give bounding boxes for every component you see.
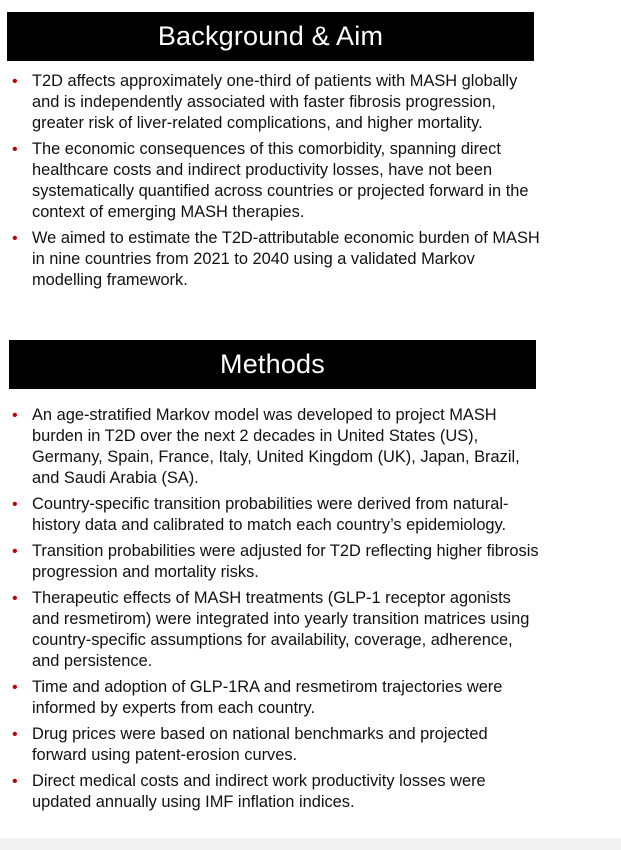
- bullet-text: An age-stratified Markov model was developed to project MASH burden in T2D over the next 2 decades in United States (US), Germany, Spain, France, Italy, United Kingdom (UK), Japan, Brazil, and Saudi Arabia (SA).: [32, 406, 520, 487]
- list-item: [10, 724, 540, 766]
- list-item: [10, 405, 540, 489]
- bullet-text: We aimed to estimate the T2D-attributable economic burden of MASH in nine countries from 2021 to 2040 using a validated Markov modelling framework.: [32, 229, 540, 289]
- bullet-icon: •: [12, 407, 18, 424]
- list-item: [10, 677, 540, 719]
- bullet-icon: •: [12, 773, 18, 790]
- list-item: [10, 71, 540, 134]
- footer-strip: [0, 838, 621, 850]
- bullet-icon: •: [12, 590, 18, 607]
- methods-bullet-list: [10, 405, 540, 818]
- list-item: [10, 541, 540, 583]
- bullet-icon: •: [12, 73, 18, 90]
- section-title-methods: Methods: [9, 340, 536, 389]
- bullet-text: Transition probabilities were adjusted for T2D reflecting higher fibrosis progression and mortality risks.: [32, 542, 539, 581]
- section-title-background-aim: Background & Aim: [7, 12, 534, 61]
- bullet-icon: •: [12, 230, 18, 247]
- bullet-text: Drug prices were based on national benchmarks and projected forward using patent-erosion curves.: [32, 725, 488, 764]
- bullet-text: Therapeutic effects of MASH treatments (GLP-1 receptor agonists and resmetirom) were integrated into yearly transition matrices using country-specific assumptions for availability, coverage, adherence, and persistence.: [32, 589, 530, 670]
- list-item: [10, 228, 540, 291]
- bullet-icon: •: [12, 543, 18, 560]
- bullet-text: Country-specific transition probabilities were derived from natural-history data and calibrated to match each country’s epidemiology.: [32, 495, 509, 534]
- bullet-text: The economic consequences of this comorbidity, spanning direct healthcare costs and indirect productivity losses, have not been systematically quantified across countries or projected forward in the context of emerging MASH therapies.: [32, 140, 529, 221]
- bullet-text: Direct medical costs and indirect work productivity losses were updated annually using IMF inflation indices.: [32, 772, 486, 811]
- list-item: [10, 494, 540, 536]
- bullet-icon: •: [12, 726, 18, 743]
- bullet-text: T2D affects approximately one-third of patients with MASH globally and is independently associated with faster fibrosis progression, greater risk of liver-related complications, and higher mortality.: [32, 72, 518, 132]
- list-item: [10, 588, 540, 672]
- bullet-text: Time and adoption of GLP-1RA and resmetirom trajectories were informed by experts from each country.: [32, 678, 503, 717]
- bullet-icon: •: [12, 679, 18, 696]
- background-bullet-list: [10, 71, 540, 296]
- list-item: [10, 771, 540, 813]
- bullet-icon: •: [12, 141, 18, 158]
- bullet-icon: •: [12, 496, 18, 513]
- list-item: [10, 139, 540, 223]
